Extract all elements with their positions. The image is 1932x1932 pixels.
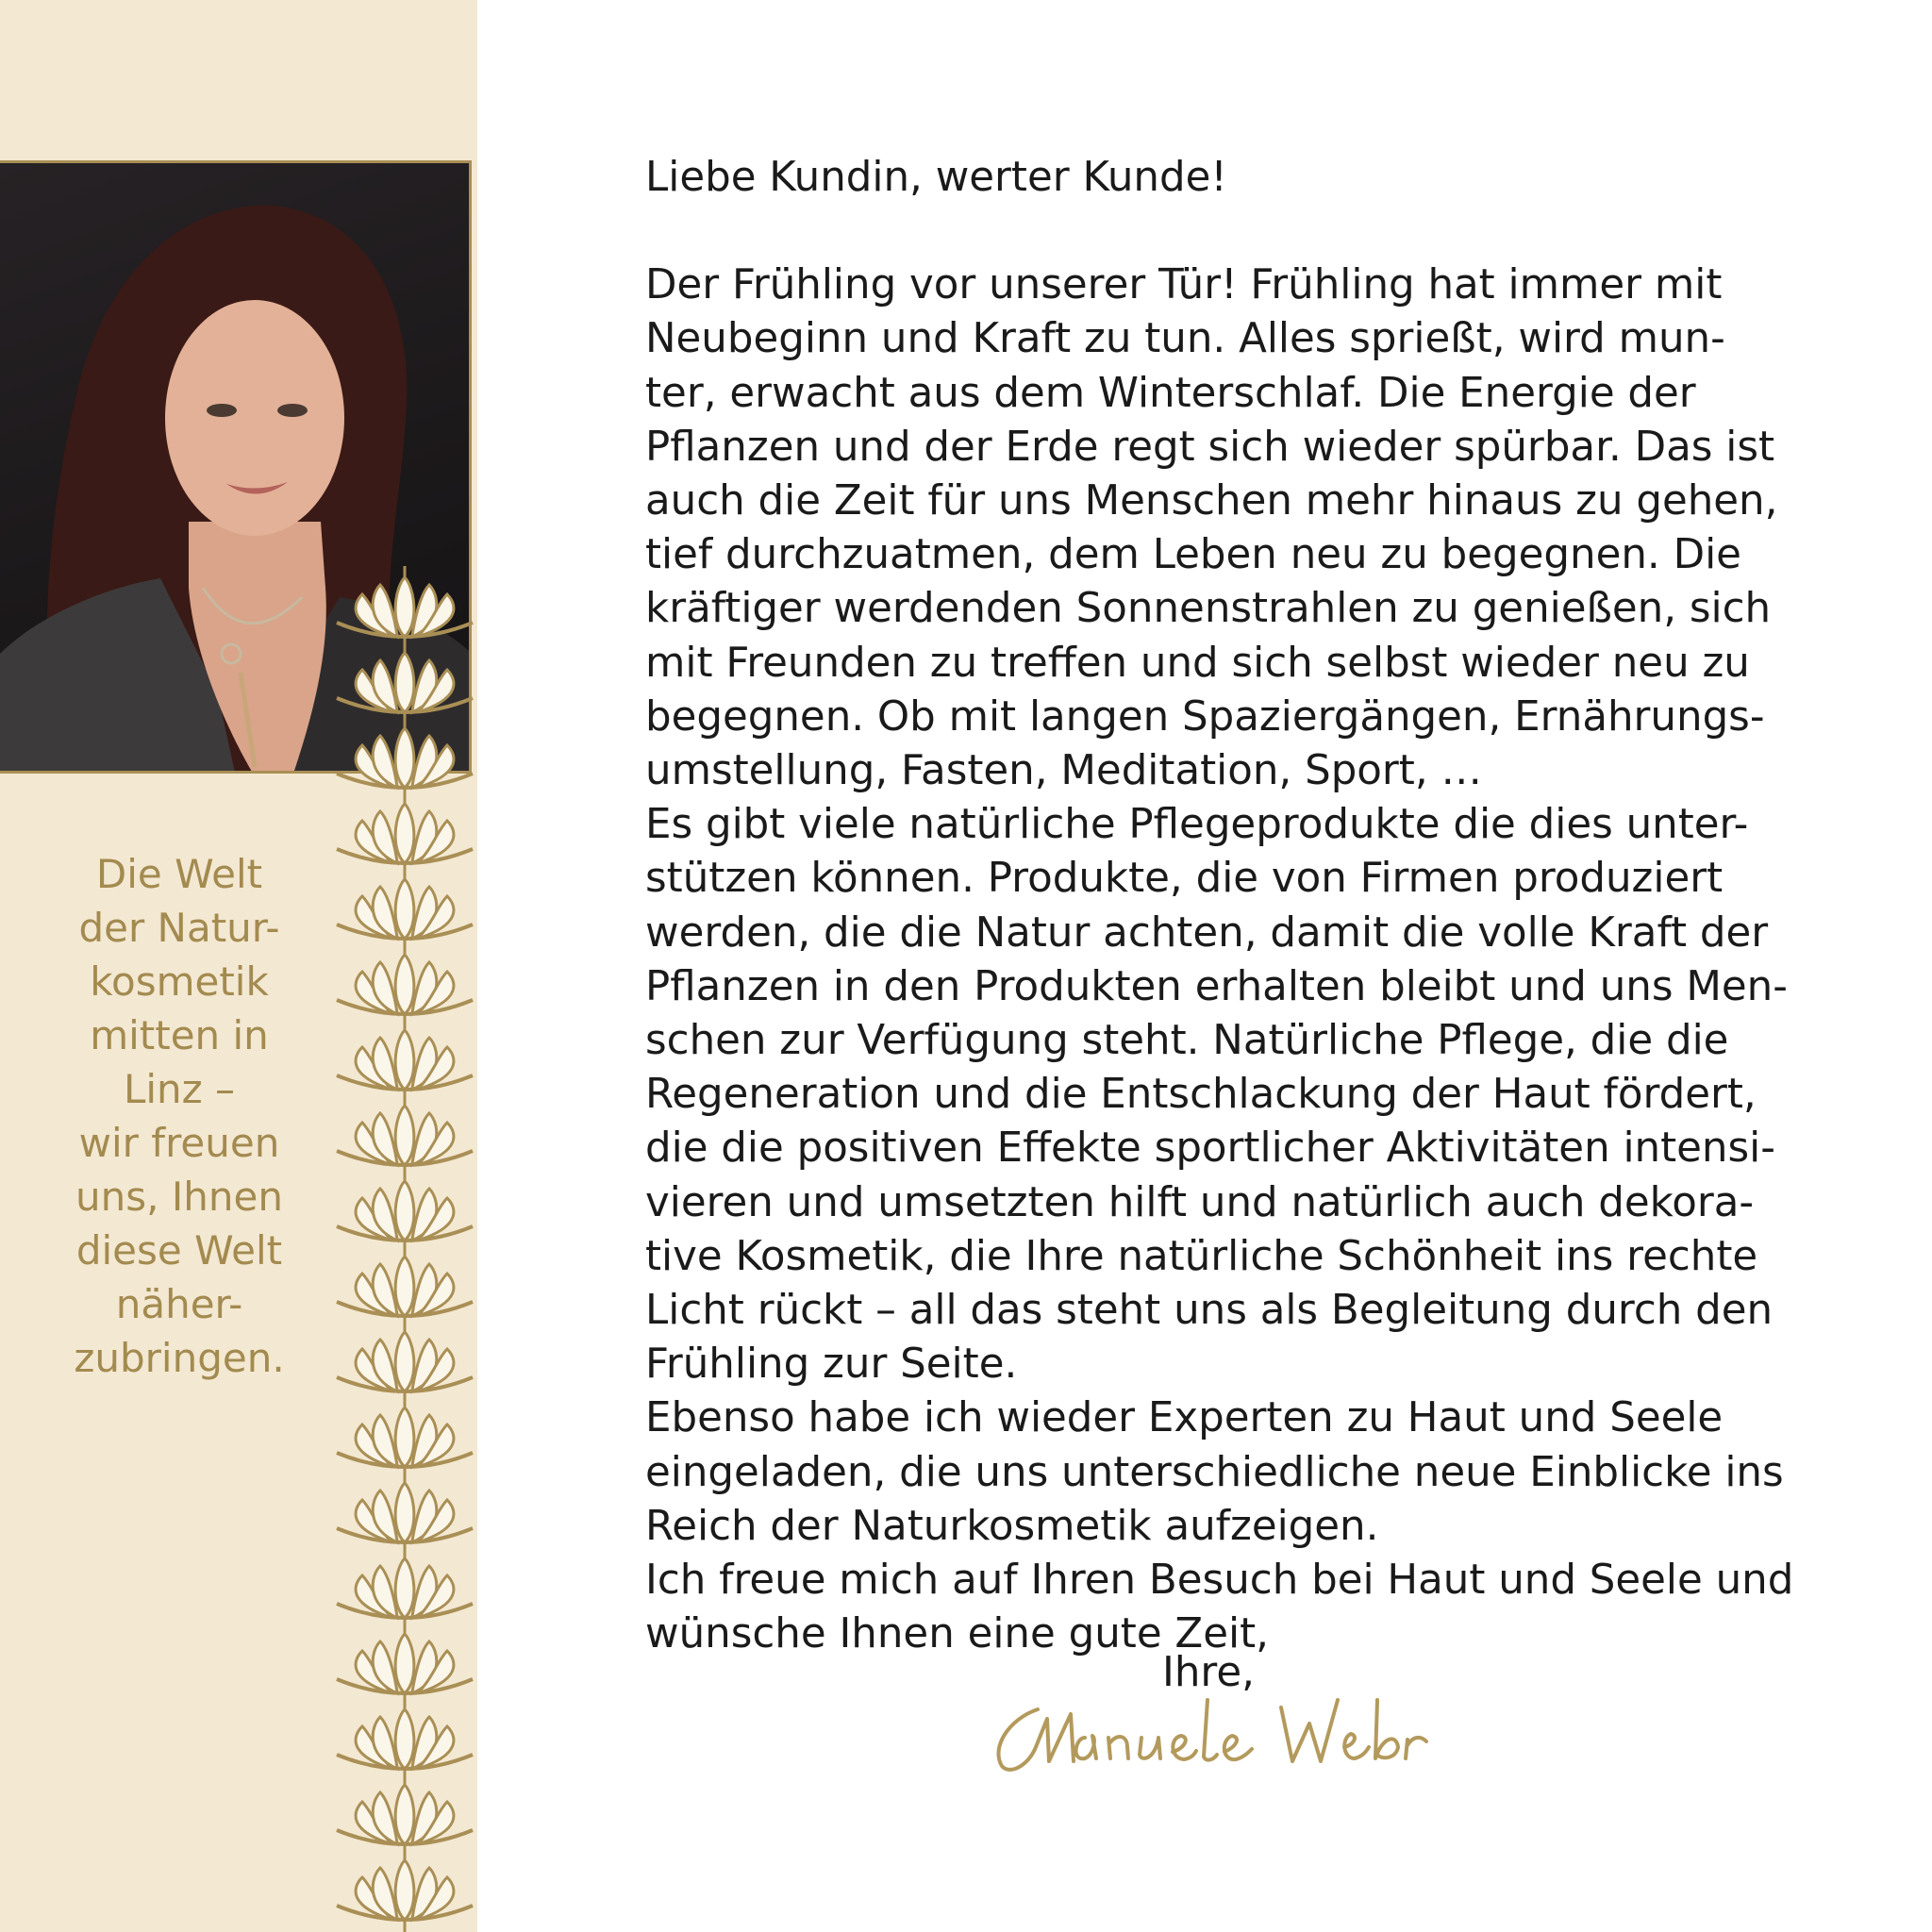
letter-line: umstellung, Fasten, Meditation, Sport, … bbox=[645, 747, 1483, 795]
letter-line: Pflanzen in den Produkten erhalten bleibt und uns Men- bbox=[645, 962, 1788, 1010]
letter-line: mit Freunden zu treffen und sich selbst wieder neu zu bbox=[645, 639, 1750, 687]
lotus-flower-icon bbox=[337, 1558, 473, 1618]
letter-line: tief durchzuatmen, dem Leben neu zu begegnen. Die bbox=[645, 531, 1741, 579]
letter-line: Pflanzen und der Erde regt sich wieder spürbar. Das ist bbox=[645, 423, 1775, 471]
lotus-flower-icon bbox=[337, 1709, 473, 1769]
tagline-line: uns, Ihnen bbox=[75, 1174, 283, 1220]
lotus-ornament-icon bbox=[332, 566, 477, 1932]
letter-line: auch die Zeit für uns Menschen mehr hinaus zu gehen, bbox=[645, 477, 1778, 525]
tagline-line: Linz – bbox=[123, 1066, 236, 1112]
signature-icon bbox=[981, 1672, 1434, 1785]
letter-line: Reich der Naturkosmetik aufzeigen. bbox=[645, 1502, 1379, 1550]
letter-line: werden, die die Natur achten, damit die volle Kraft der bbox=[645, 908, 1769, 957]
letter-line: Neubeginn und Kraft zu tun. Alles sprießt, wird mun- bbox=[645, 315, 1725, 363]
letter-line: begegnen. Ob mit langen Spaziergängen, Ernährungs- bbox=[645, 692, 1765, 741]
lotus-flower-icon bbox=[337, 879, 473, 939]
letter-line: Frühling zur Seite. bbox=[645, 1341, 1018, 1389]
letter-line: Licht rückt – all das steht uns als Begleitung durch den bbox=[645, 1287, 1774, 1335]
letter-line: Ebenso habe ich wieder Experten zu Haut und Seele bbox=[645, 1394, 1724, 1442]
letter-line: wünsche Ihnen eine gute Zeit, bbox=[645, 1610, 1269, 1658]
closing: Ihre, bbox=[1162, 1649, 1255, 1696]
tagline-line: wir freuen bbox=[78, 1120, 280, 1166]
tagline-line: mitten in bbox=[90, 1012, 269, 1058]
sidebar bbox=[0, 0, 477, 1932]
letter-line: Ich freue mich auf Ihren Besuch bei Haut und Seele und bbox=[645, 1557, 1794, 1605]
letter-paragraphs bbox=[645, 258, 1794, 1661]
tagline-line: näher- bbox=[115, 1281, 243, 1327]
lotus-flower-icon bbox=[337, 1860, 473, 1920]
letter-line: die die positiven Effekte sportlicher Aktivitäten intensi- bbox=[645, 1124, 1775, 1173]
tagline-line: diese Welt bbox=[75, 1227, 283, 1274]
lotus-flower-icon bbox=[337, 1181, 473, 1241]
lotus-flower-icon bbox=[337, 1106, 473, 1165]
letter-line: eingeladen, die uns unterschiedliche neue Einblicke ins bbox=[645, 1448, 1784, 1496]
lotus-flower-icon bbox=[337, 577, 473, 637]
letter-line: kräftiger werdenden Sonnenstrahlen zu genießen, sich bbox=[645, 585, 1772, 633]
tagline-line: kosmetik bbox=[90, 958, 269, 1005]
letter-line: stützen können. Produkte, die von Firmen produziert bbox=[645, 855, 1724, 903]
lotus-flower-icon bbox=[337, 1785, 473, 1844]
sidebar-tagline bbox=[28, 847, 330, 1385]
tagline-line: zubringen. bbox=[74, 1335, 285, 1381]
lotus-flower-icon bbox=[337, 728, 473, 788]
lotus-flower-icon bbox=[337, 1483, 473, 1542]
lotus-flower-icon bbox=[337, 653, 473, 712]
lotus-flower-icon bbox=[337, 1634, 473, 1693]
lotus-flower-icon bbox=[337, 955, 473, 1014]
letter-line: Der Frühling vor unserer Tür! Frühling hat immer mit bbox=[645, 261, 1723, 309]
tagline-line: Die Welt bbox=[95, 851, 263, 897]
letter-line: Regeneration und die Entschlackung der Haut fördert, bbox=[645, 1071, 1757, 1119]
letter-line: vieren und umsetzten hilft und natürlich auch dekora- bbox=[645, 1178, 1755, 1226]
salutation: Liebe Kundin, werter Kunde! bbox=[645, 154, 1227, 201]
tagline-line: der Natur- bbox=[78, 905, 280, 951]
lotus-flower-icon bbox=[337, 1407, 473, 1467]
letter-body bbox=[645, 151, 1794, 1661]
letter-line: tive Kosmetik, die Ihre natürliche Schönheit ins rechte bbox=[645, 1232, 1758, 1280]
letter-line: ter, erwacht aus dem Winterschlaf. Die Energie der bbox=[645, 369, 1696, 417]
lotus-flower-icon bbox=[337, 1257, 473, 1316]
lotus-flower-icon bbox=[337, 1332, 473, 1391]
letter-line: Es gibt viele natürliche Pflegeprodukte die dies unter- bbox=[645, 801, 1749, 849]
letter-line: schen zur Verfügung steht. Natürliche Pflege, die die bbox=[645, 1017, 1729, 1065]
lotus-flower-icon bbox=[337, 804, 473, 863]
lotus-flower-icon bbox=[337, 1030, 473, 1090]
